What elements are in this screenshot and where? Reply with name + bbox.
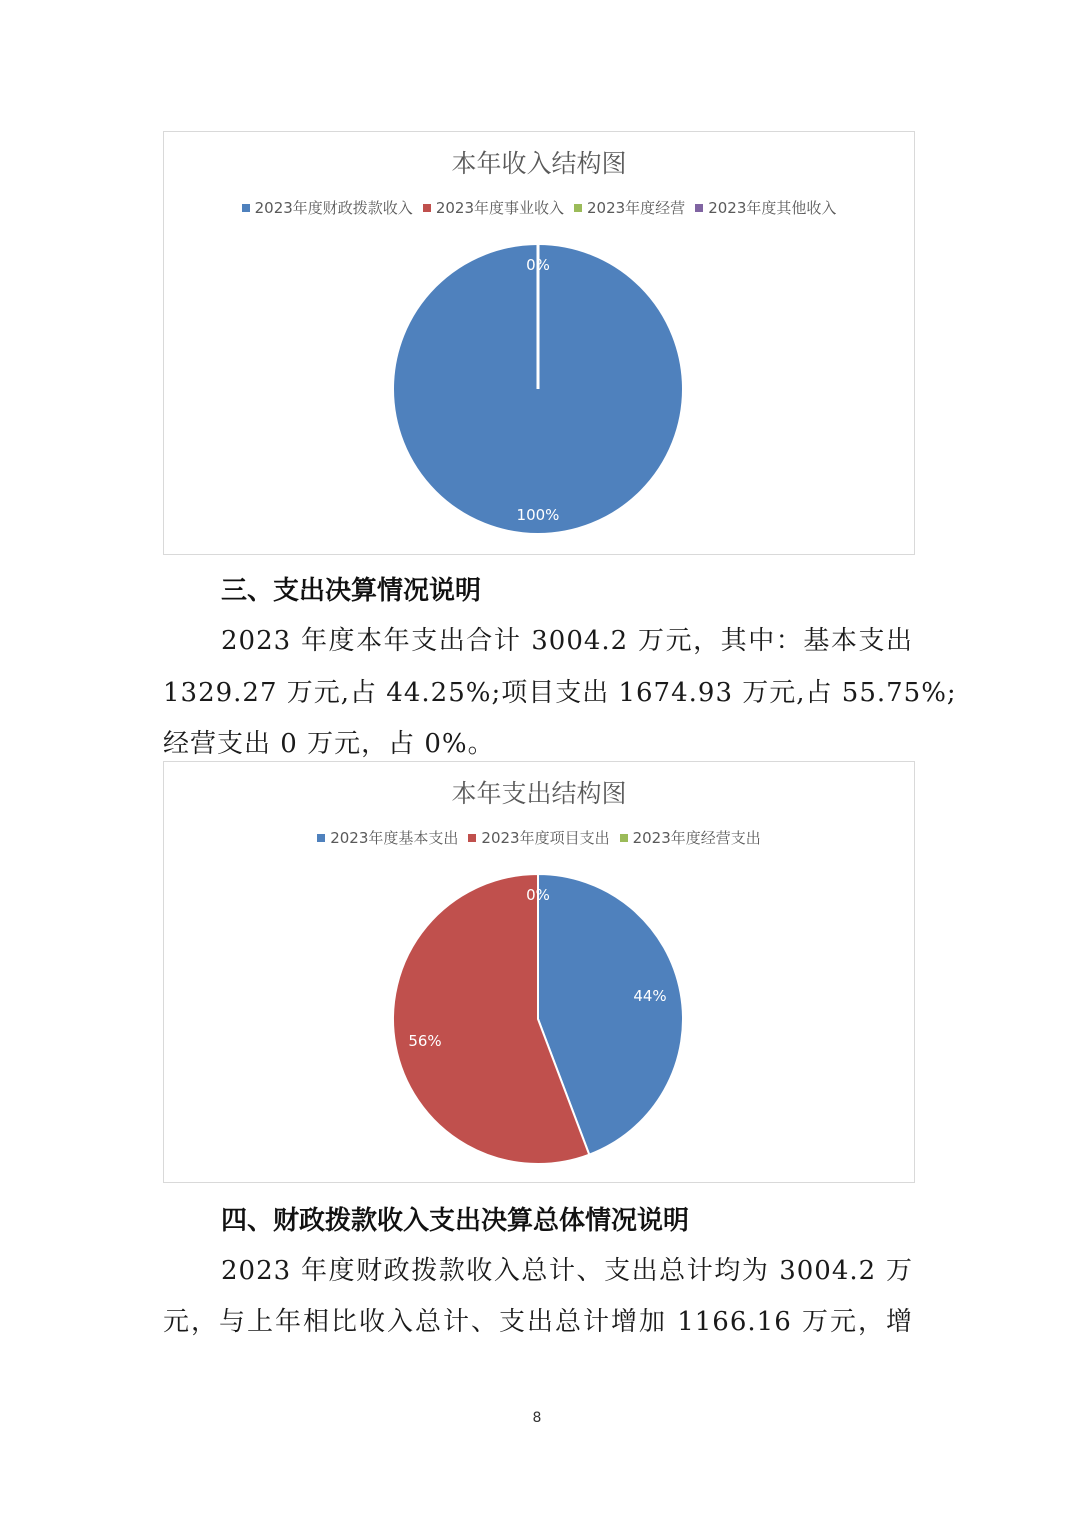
- legend-label: 2023年度经营支出: [632, 829, 761, 847]
- legend-label: 2023年度事业收入: [435, 199, 564, 217]
- section4-heading: 四、财政拨款收入支出决算总体情况说明: [221, 1206, 690, 1236]
- expense-pie: [164, 762, 914, 1182]
- pie-label-56: 56%: [408, 1032, 442, 1050]
- legend-label: 2023年度其他收入: [708, 199, 837, 217]
- pie-label-0: 0%: [526, 886, 550, 904]
- expense-chart-title: 本年支出结构图: [451, 779, 627, 808]
- section3-line-2: 1329.27 万元,占 44.25%;项目支出 1674.93 万元,占 55.75%;: [163, 678, 957, 708]
- legend-label: 2023年度财政拨款收入: [254, 199, 413, 217]
- pie-label-0: 0%: [526, 256, 550, 274]
- legend-label: 2023年度经营: [587, 199, 686, 217]
- income-chart-title: 本年收入结构图: [451, 149, 627, 178]
- page-number: 8: [532, 1410, 542, 1426]
- income-chart: [163, 131, 915, 555]
- section3-heading: 三、支出决算情况说明: [221, 576, 482, 606]
- legend-label: 2023年度项目支出: [481, 829, 610, 847]
- income-pie: [164, 132, 914, 554]
- pie-label-44: 44%: [633, 987, 667, 1005]
- expense-chart: [163, 761, 915, 1183]
- legend-label: 2023年度基本支出: [330, 829, 459, 847]
- pie-label-100: 100%: [516, 506, 560, 524]
- section4-line-2: 元，与上年相比收入总计、支出总计增加 1166.16 万元，增: [163, 1307, 913, 1337]
- section3-line-1: 2023 年度本年支出合计 3004.2 万元，其中：基本支出: [221, 626, 913, 656]
- section3-line-3: 经营支出 0 万元，占 0%。: [163, 729, 495, 759]
- section4-line-1: 2023 年度财政拨款收入总计、支出总计均为 3004.2 万: [221, 1256, 913, 1286]
